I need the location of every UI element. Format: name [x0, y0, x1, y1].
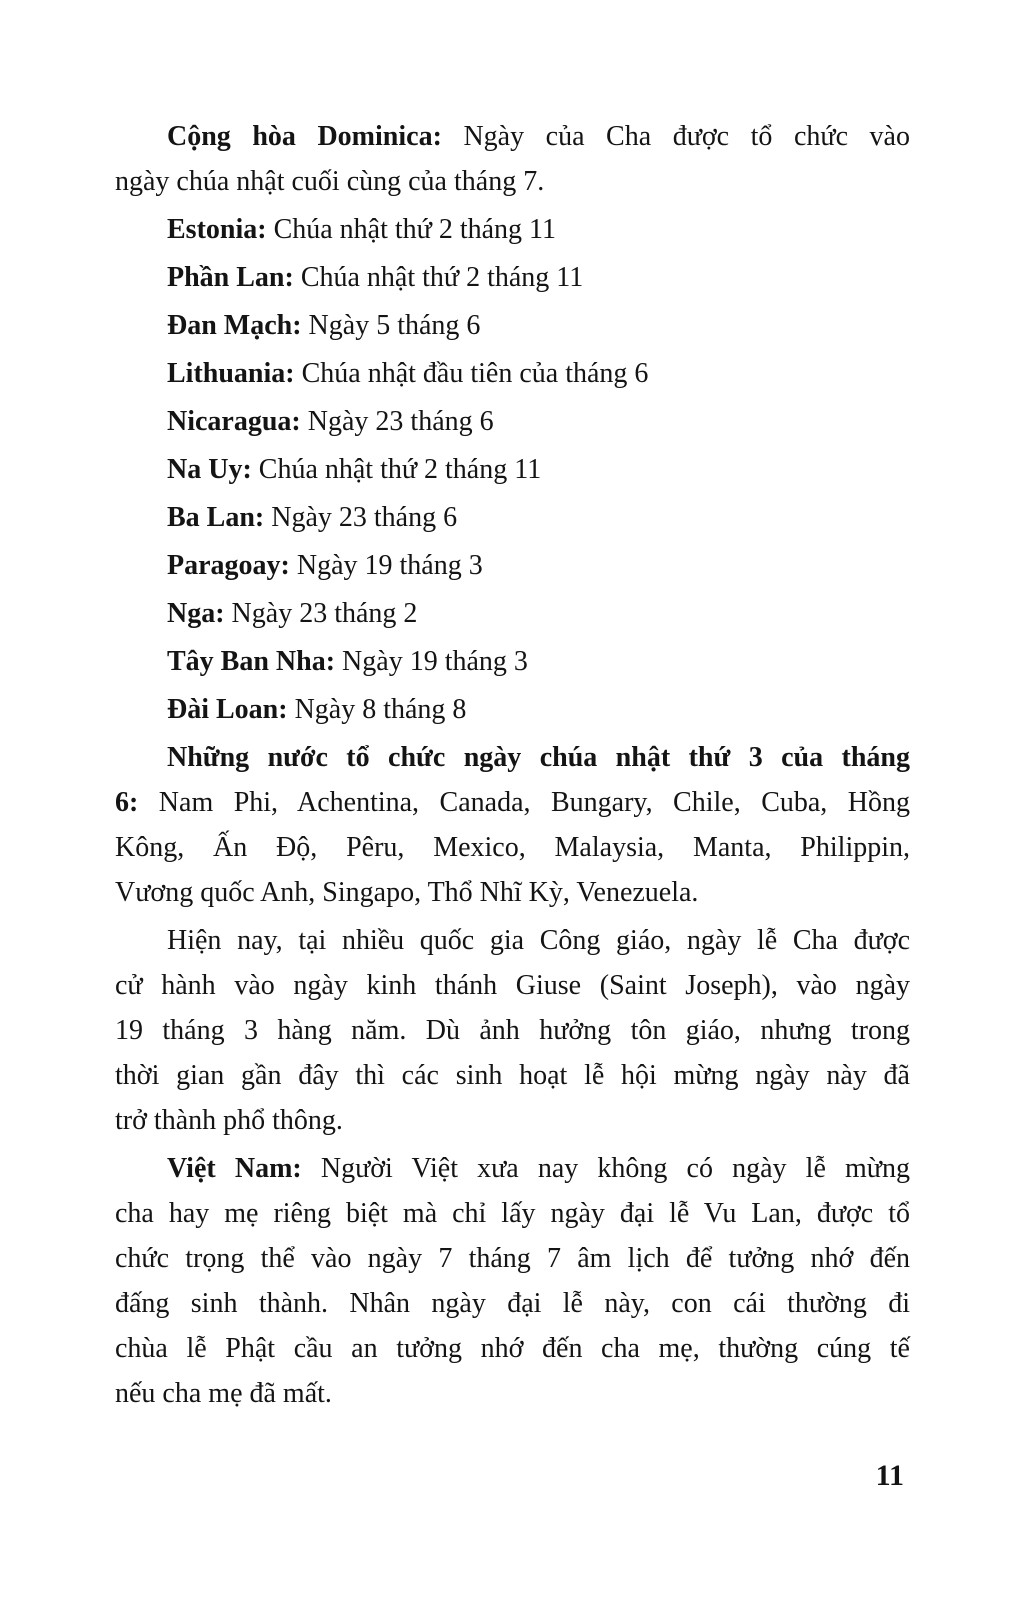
paragraph-dominica — [115, 114, 910, 204]
line-text: 19 tháng 3 hàng năm. Dù ảnh hưởng tôn giáo, nhưng trong — [115, 1015, 910, 1046]
line-text: Người Việt xưa nay không có ngày lễ mừng — [301, 1153, 910, 1184]
line-text: Chúa nhật thứ 2 tháng 11 — [251, 454, 542, 485]
line-text: trở thành phổ thông. — [115, 1105, 343, 1136]
text-line — [115, 1098, 910, 1143]
line-text: thời gian gần đây thì các sinh hoạt lễ hội mừng ngày này đã — [115, 1060, 910, 1091]
paragraph-norway — [115, 447, 910, 492]
line-text: nếu cha mẹ đã mất. — [115, 1378, 332, 1409]
lead-label: Nga: — [167, 598, 225, 629]
text-line — [115, 351, 910, 396]
line-text: Ngày 8 tháng 8 — [287, 694, 467, 725]
line-text: Hiện nay, tại nhiều quốc gia Công giáo, ngày lễ Cha được — [167, 925, 910, 956]
paragraph-paraguay — [115, 543, 910, 588]
lead-label: Phần Lan: — [167, 262, 294, 293]
line-text: Ngày của Cha được tổ chức vào — [441, 121, 910, 152]
lead-label: Nicaragua: — [167, 406, 301, 437]
text-line — [115, 159, 910, 204]
line-text: Kông, Ấn Độ, Pêru, Mexico, Malaysia, Manta, Philippin, — [115, 832, 910, 863]
line-text: Chúa nhật thứ 2 tháng 11 — [293, 262, 584, 293]
paragraph-estonia — [115, 207, 910, 252]
lead-label: Paragoay: — [167, 550, 290, 581]
text-line — [115, 447, 910, 492]
text-line — [115, 1053, 910, 1098]
lead-label: Những nước tổ chức ngày chúa nhật thứ 3 của tháng — [167, 742, 910, 773]
paragraph-finland — [115, 255, 910, 300]
text-line — [115, 114, 910, 159]
text-line — [115, 1008, 910, 1053]
line-text: Ngày 19 tháng 3 — [289, 550, 483, 581]
lead-label: Đài Loan: — [167, 694, 288, 725]
lead-label: Tây Ban Nha: — [167, 646, 336, 677]
text-line — [115, 639, 910, 684]
line-text: Chúa nhật đầu tiên của tháng 6 — [294, 358, 649, 389]
paragraph-catholic-countries — [115, 918, 910, 1143]
line-text: Nam Phi, Achentina, Canada, Bungary, Chile, Cuba, Hồng — [138, 787, 910, 818]
paragraph-vietnam — [115, 1146, 910, 1416]
lead-label: Đan Mạch: — [167, 310, 302, 341]
lead-label: Na Uy: — [167, 454, 252, 485]
paragraph-third-sunday-countries — [115, 735, 910, 915]
text-line — [115, 207, 910, 252]
line-text: chùa lễ Phật cầu an tưởng nhớ đến cha mẹ, thường cúng tế — [115, 1333, 910, 1364]
paragraph-denmark — [115, 303, 910, 348]
text-line — [115, 780, 910, 825]
text-line — [115, 687, 910, 732]
line-text: Ngày 23 tháng 6 — [264, 502, 458, 533]
text-line — [115, 543, 910, 588]
text-block — [115, 114, 910, 1419]
text-line — [115, 495, 910, 540]
text-line — [115, 825, 910, 870]
lead-label: Estonia: — [167, 214, 267, 245]
text-line — [115, 1146, 910, 1191]
lead-label: Việt Nam: — [167, 1153, 302, 1184]
text-line — [115, 1236, 910, 1281]
line-text: Ngày 23 tháng 6 — [300, 406, 494, 437]
text-line — [115, 963, 910, 1008]
text-line — [115, 255, 910, 300]
page-number: 11 — [875, 1459, 904, 1492]
text-line — [115, 303, 910, 348]
paragraph-nicaragua — [115, 399, 910, 444]
text-line — [115, 1371, 910, 1416]
line-text: Ngày 5 tháng 6 — [301, 310, 481, 341]
lead-label: Ba Lan: — [167, 502, 265, 533]
text-line — [115, 591, 910, 636]
line-text: đấng sinh thành. Nhân ngày đại lễ này, con cái thường đi — [115, 1288, 910, 1319]
paragraph-russia — [115, 591, 910, 636]
line-text: Chúa nhật thứ 2 tháng 11 — [266, 214, 557, 245]
text-line — [115, 735, 910, 780]
paragraph-taiwan — [115, 687, 910, 732]
text-line — [115, 1281, 910, 1326]
text-line — [115, 1326, 910, 1371]
line-text: cử hành vào ngày kinh thánh Giuse (Saint Joseph), vào ngày — [115, 970, 910, 1001]
paragraph-poland — [115, 495, 910, 540]
line-text: cha hay mẹ riêng biệt mà chỉ lấy ngày đại lễ Vu Lan, được tổ — [115, 1198, 910, 1229]
line-text: Ngày 23 tháng 2 — [224, 598, 418, 629]
text-line — [115, 918, 910, 963]
line-text: Ngày 19 tháng 3 — [335, 646, 528, 677]
text-line — [115, 1191, 910, 1236]
line-text: chức trọng thể vào ngày 7 tháng 7 âm lịch để tưởng nhớ đến — [115, 1243, 910, 1274]
lead-label: Cộng hòa Dominica: — [167, 121, 442, 152]
text-line — [115, 399, 910, 444]
lead-label: 6: — [115, 787, 139, 818]
line-text: Vương quốc Anh, Singapo, Thổ Nhĩ Kỳ, Venezuela. — [115, 877, 699, 908]
lead-label: Lithuania: — [167, 358, 295, 389]
paragraph-lithuania — [115, 351, 910, 396]
text-line — [115, 870, 910, 915]
line-text: ngày chúa nhật cuối cùng của tháng 7. — [115, 166, 545, 197]
paragraph-spain — [115, 639, 910, 684]
